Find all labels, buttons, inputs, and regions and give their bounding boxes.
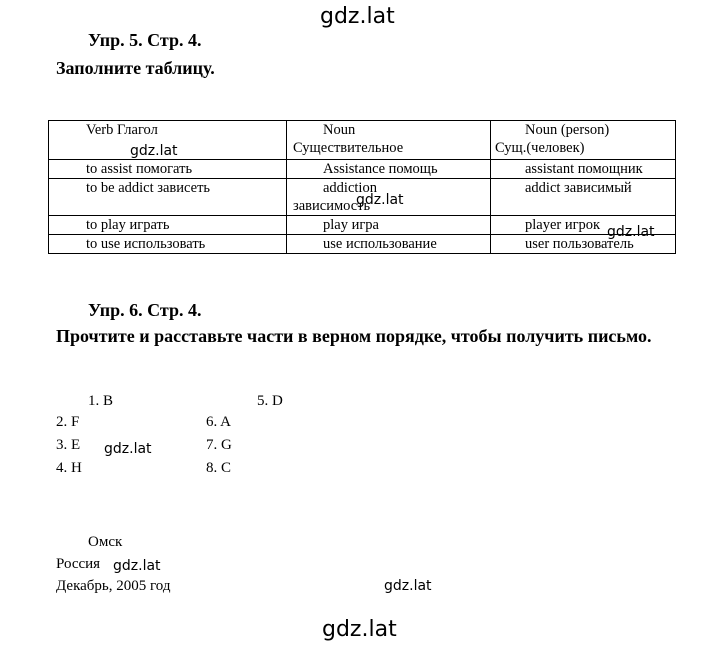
watermark-top: gdz.lat [320, 4, 395, 29]
watermark-address: gdz.lat [113, 558, 161, 574]
table-row: to use использовать use использование user пользователь [49, 235, 676, 254]
header-noun-person: Noun (person) Сущ.(человек) [491, 121, 676, 160]
answer-1: 1. B [88, 393, 114, 409]
verb-noun-table [48, 120, 676, 254]
watermark-table-1: gdz.lat [130, 143, 178, 159]
watermark-bottom: gdz.lat [322, 617, 397, 642]
ex5-task: Заполните таблицу. [56, 58, 215, 78]
answer-2: 2. F [56, 414, 80, 430]
answer-5: 5. D [257, 393, 283, 409]
answer-7: 7. G [206, 437, 232, 453]
ex6-heading: Упр. 6. Стр. 4. [88, 300, 202, 320]
answer-8: 8. C [206, 460, 232, 476]
address-city: Омск [88, 534, 123, 550]
table-row: to be addict зависеть addiction зависимость addict зависимый [49, 179, 676, 216]
answer-6: 6. A [206, 414, 232, 430]
ex6-task: Прочтите и расставьте части в верном порядке, чтобы получить письмо. [56, 326, 652, 346]
header-noun: Noun Существительное [287, 121, 491, 160]
table-row: to play играть play игра player игрок [49, 216, 676, 235]
watermark-table-2: gdz.lat [356, 192, 404, 208]
answer-3: 3. E [56, 437, 81, 453]
answer-4: 4. H [56, 460, 82, 476]
header-verb: Verb Глагол [49, 121, 287, 160]
address-date: Декабрь, 2005 год [56, 578, 171, 594]
watermark-date: gdz.lat [384, 578, 432, 594]
table-row: to assist помогать Assistance помощь assistant помощник [49, 160, 676, 179]
ex5-heading: Упр. 5. Стр. 4. [88, 30, 202, 50]
address-country: Россия [56, 556, 101, 572]
watermark-table-3: gdz.lat [607, 224, 655, 240]
watermark-answers: gdz.lat [104, 441, 152, 457]
